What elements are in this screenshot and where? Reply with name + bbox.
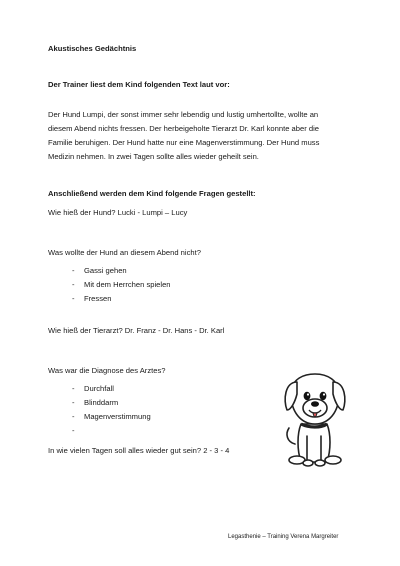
option-label: Durchfall bbox=[84, 384, 114, 393]
dog-body bbox=[298, 424, 330, 462]
bullet-dash: - bbox=[72, 426, 75, 435]
dog-front-paw-right bbox=[315, 460, 325, 466]
dog-tail bbox=[287, 428, 295, 444]
dog-eye-right bbox=[320, 392, 327, 400]
list-item bbox=[72, 384, 114, 394]
intro-heading: Der Trainer liest dem Kind folgenden Text laut vor: bbox=[48, 80, 230, 89]
footer-credit: Legasthenie – Training Verena Margreiter bbox=[228, 534, 339, 540]
dog-eye-left bbox=[304, 392, 311, 400]
option-label: Blinddarm bbox=[84, 398, 119, 407]
story-line: Der Hund Lumpi, der sonst immer sehr lebendig und lustig umhertollte, wollte an bbox=[48, 110, 319, 119]
story-line: diesem Abend nichts fressen. Der herbeigeholte Tierarzt Dr. Karl konnte aber die bbox=[48, 124, 319, 133]
list-item bbox=[72, 294, 111, 304]
option-label: Fressen bbox=[84, 294, 112, 303]
option-label: Mit dem Herrchen spielen bbox=[84, 280, 171, 289]
question-dog-name: Wie hieß der Hund? Lucki - Lumpi – Lucy bbox=[48, 208, 188, 217]
list-item bbox=[72, 280, 171, 290]
question-diagnosis: Was war die Diagnose des Arztes? bbox=[48, 366, 166, 375]
questions-heading: Anschließend werden dem Kind folgende Fragen gestellt: bbox=[48, 189, 256, 198]
bullet-dash: - bbox=[72, 398, 75, 407]
story-line: Medizin nehmen. In zwei Tagen sollte alles wieder geheilt sein. bbox=[48, 152, 259, 161]
question-refused: Was wollte der Hund an diesem Abend nicht? bbox=[48, 248, 201, 257]
bullet-dash: - bbox=[72, 266, 75, 275]
list-item bbox=[72, 266, 127, 276]
option-label: Gassi gehen bbox=[84, 266, 127, 275]
bullet-dash: - bbox=[72, 384, 75, 393]
bullet-dash: - bbox=[72, 412, 75, 421]
dog-front-paw-left bbox=[303, 460, 313, 466]
dog-tongue bbox=[313, 413, 317, 417]
question-days: In wie vielen Tagen soll alles wieder gut sein? 2 - 3 - 4 bbox=[48, 446, 230, 455]
list-item bbox=[72, 398, 118, 408]
dog-nose bbox=[311, 401, 319, 407]
bullet-dash: - bbox=[72, 280, 75, 289]
list-item bbox=[72, 426, 84, 436]
page-title: Akustisches Gedächtnis bbox=[48, 44, 137, 53]
option-label: Magenverstimmung bbox=[84, 412, 151, 421]
question-vet-name: Wie hieß der Tierarzt? Dr. Franz - Dr. Hans - Dr. Karl bbox=[48, 326, 225, 335]
bullet-dash: - bbox=[72, 294, 75, 303]
dog-back-paw-right bbox=[325, 456, 341, 464]
story-line: Familie beruhigen. Der Hund hatte nur eine Magenverstimmung. Der Hund muss bbox=[48, 138, 320, 147]
list-item bbox=[72, 412, 151, 422]
puppy-illustration bbox=[281, 370, 349, 468]
